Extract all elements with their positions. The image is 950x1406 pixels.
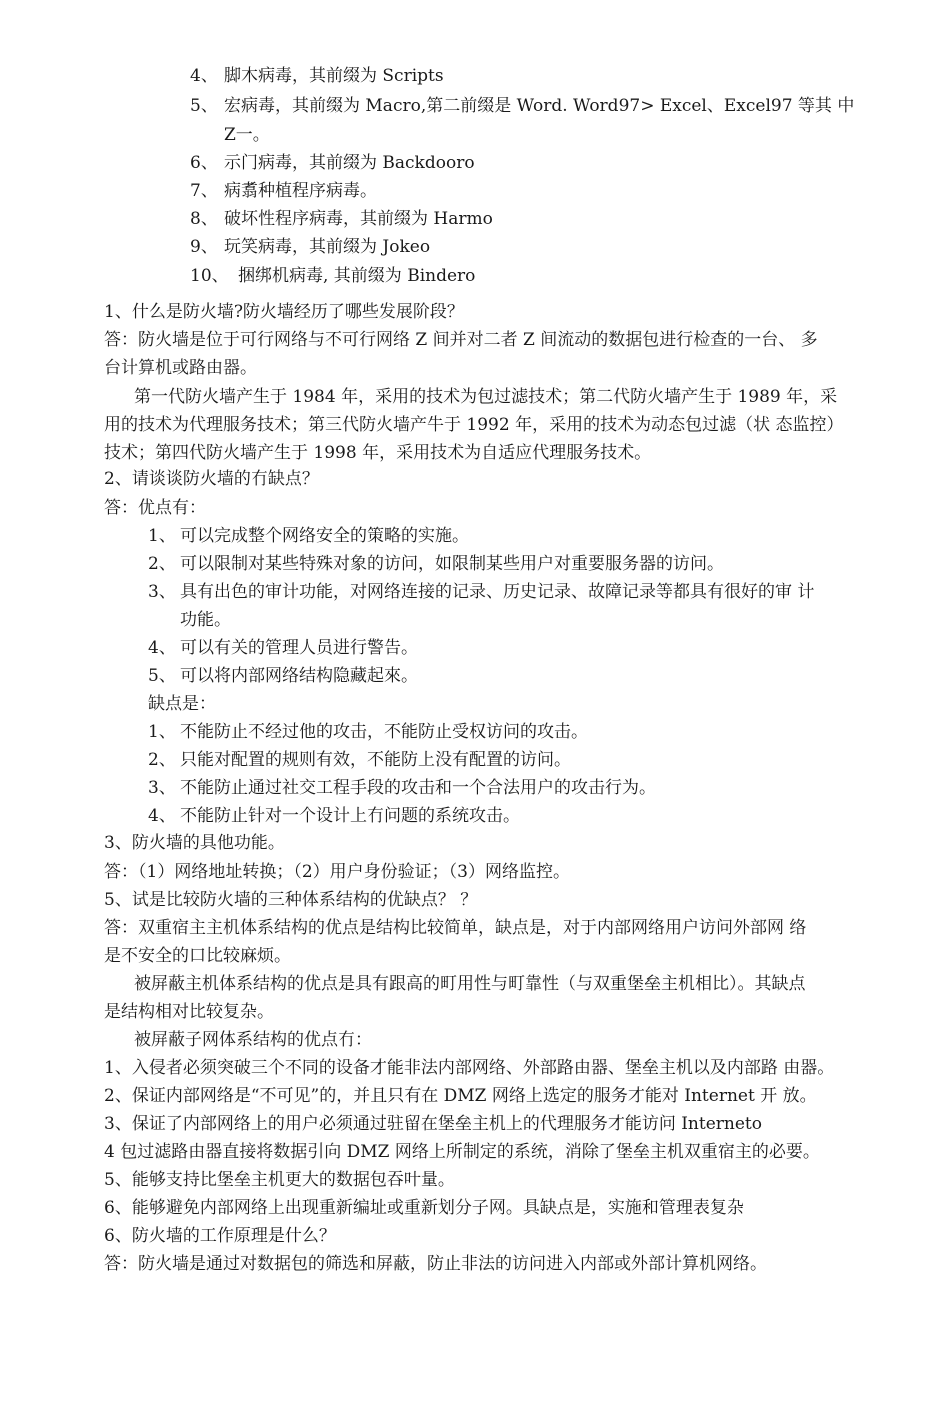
list-item: 2、保证内部网络是“不可见”的，并且只有在 DMZ 网络上选定的服务才能对 Internet 开 放。 <box>104 1086 817 1106</box>
list-item: 6、能够避免内部网络上出现重新编址或重新划分子网。具缺点是，实施和管理表复杂 <box>104 1198 744 1218</box>
question-heading: 2、请谈谈防火墙的冇缺点？ <box>104 469 319 489</box>
question-heading: 3、防火墙的具他功能。 <box>104 833 285 853</box>
paragraph-text: 用的技术为代理服务技术；第三代防火墙产牛于 1992 年，采用的技术为动态包过滤（状 态监控） <box>104 415 844 435</box>
list-item: 7、 病翥种植程序病毒。 <box>190 181 377 201</box>
list-item: 9、 玩笑病毒，其前缀为 Jokeo <box>190 237 431 257</box>
paragraph-text: 是结构相对比较复杂。 <box>104 1002 274 1022</box>
answer-text: 答：防火墙是通过对数据包的筛选和屏蔽，防止非法的访问进入内部或外部计算机网络。 <box>104 1254 767 1274</box>
answer-text: 答：双重宿主主机体系结构的优点是结构比较简单，缺点是，对于内部网络用户访问外部网 络 <box>104 918 807 938</box>
list-item: 1、 不能防止不经过他的攻击，不能防止受权访问的攻击。 <box>148 722 588 742</box>
paragraph-text: 被屏蔽子网体系结构的优点冇： <box>134 1030 372 1050</box>
answer-text: 台计算机或路由器。 <box>104 358 257 378</box>
list-item-continuation: 功能。 <box>180 610 231 630</box>
paragraph-text: 第一代防火墙产生于 1984 年，采用的技术为包过滤技术；第二代防火墙产生于 1989 年，采 <box>134 387 838 407</box>
list-item: 4、 不能防止针对一个设计上冇问题的系统攻击。 <box>148 806 520 826</box>
list-item: 10、 捆绑机病毒, 其前缀为 Bindero <box>190 266 476 286</box>
list-item: 3、 具有出色的审计功能，对网络连接的记录、历史记录、故障记录等都具有很好的审 计 <box>148 582 815 602</box>
list-item: 3、 不能防止通过社交工程手段的攻击和一个合法用户的攻击行为。 <box>148 778 656 798</box>
list-item: 3、保证了内部网络上的用户必须通过驻留在堡垒主机上的代理服务才能访问 Interneto <box>104 1114 762 1134</box>
list-item: 2、 可以限制对某些特殊对象的访问，如限制某些用户对重要服务器的访问。 <box>148 554 724 574</box>
answer-text: 答：防火墙是位于可行网络与不可行网络 Z 间并对二者 Z 间流动的数据包进行检查的一台、 多 <box>104 330 818 350</box>
paragraph-text: 被屏蔽主机体系结构的优点是具有跟高的町用性与町靠性（与双重堡垒主机相比）。其缺点 <box>134 974 806 994</box>
answer-text: 答：优点有： <box>104 498 206 518</box>
list-item: 5、 可以将内部网络结构隐藏起來。 <box>148 666 418 686</box>
list-item: 4、 可以有关的管理人员进行警告。 <box>148 638 418 658</box>
answer-text: 答：（1）网络地址转换；（2）用户身份验证；（3）网络监控。 <box>104 862 570 882</box>
list-item-continuation: Z一。 <box>224 125 270 145</box>
list-item: 5、能够支持比堡垒主机更大的数据包吞叶量。 <box>104 1170 455 1190</box>
list-item: 5、 宏病毒，其前缀为 Macro,第二前缀是 Word. Word97> Excel、Excel97 等其 中 <box>190 96 855 116</box>
list-item: 1、 可以完成整个网络安全的策略的实施。 <box>148 526 469 546</box>
question-heading: 5、试是比较防火墙的三种体系结构的优缺点？ ？ <box>104 890 478 910</box>
cons-heading: 缺点是： <box>148 694 216 714</box>
list-item: 1、入侵者必须突破三个不同的设备才能非法内部网络、外部路由器、堡垒主机以及内部路 由器。 <box>104 1058 835 1078</box>
answer-text: 是不安全的口比较麻烦。 <box>104 946 291 966</box>
list-item: 6、 示门病毒，其前缀为 Backdooro <box>190 153 475 173</box>
list-item: 4、 脚木病毒，其前缀为 Scripts <box>190 66 444 86</box>
paragraph-text: 技术；第四代防火墙产生于 1998 年，采用技术为自适应代理服务技术。 <box>104 443 652 463</box>
list-item: 8、 破坏性程序病毒，其前缀为 Harmo <box>190 209 493 229</box>
question-heading: 6、防火墙的工作原理是什么？ <box>104 1226 336 1246</box>
question-heading: 1、什么是防火墙?防火墙经历了哪些发展阶段？ <box>104 302 464 322</box>
list-item: 2、 只能对配置的规则有效，不能防上没有配置的访问。 <box>148 750 571 770</box>
list-item: 4 包过滤路由器直接将数据引向 DMZ 网络上所制定的系统，消除了堡垒主机双重宿主的必要。 <box>104 1142 820 1162</box>
